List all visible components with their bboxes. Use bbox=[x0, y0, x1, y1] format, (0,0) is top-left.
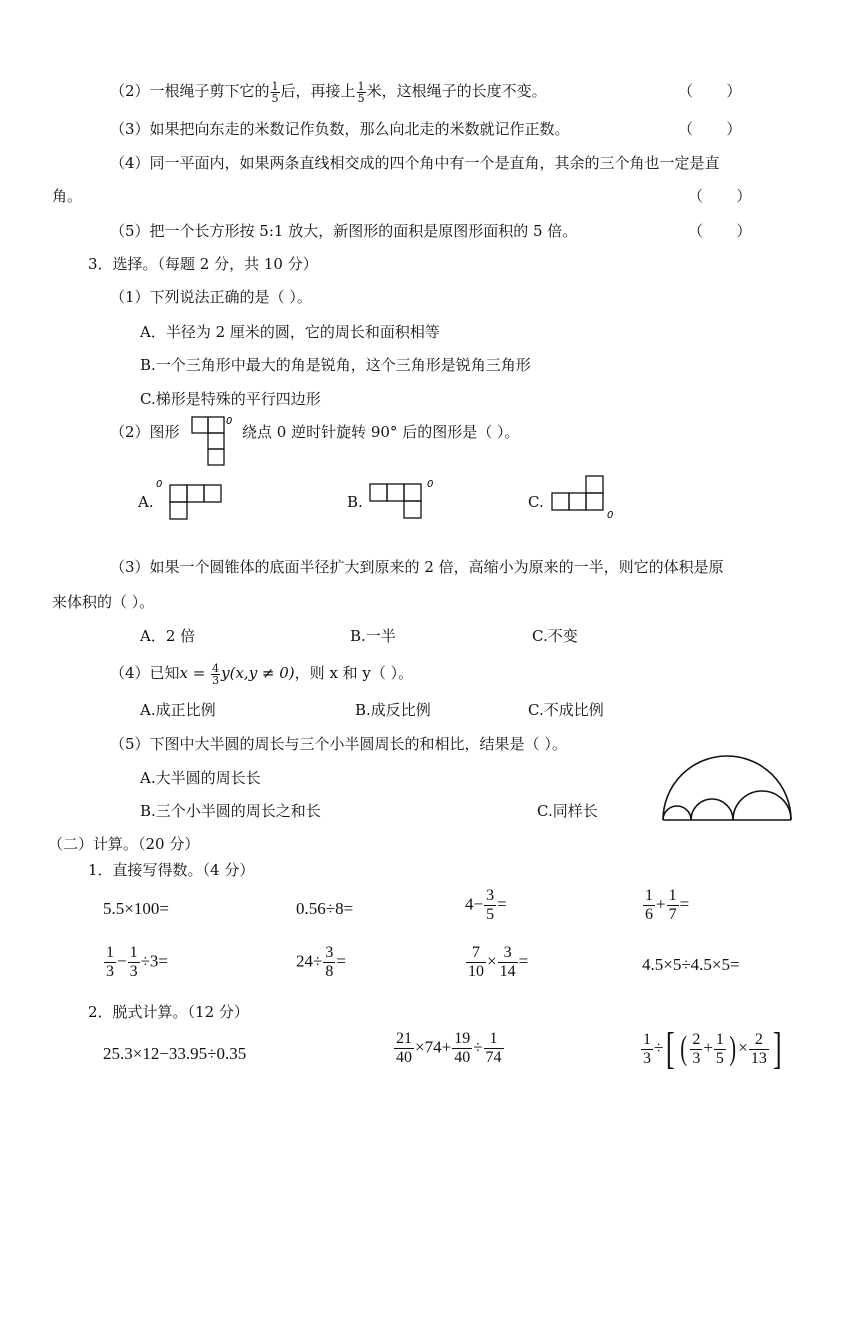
grid-square bbox=[170, 502, 187, 519]
fraction: $\frac{1}{3}$ bbox=[129, 944, 138, 980]
rotation-point-label: 0 bbox=[427, 479, 434, 490]
direct-heading: 1．直接写得数。（4 分） bbox=[88, 861, 255, 879]
small-semicircle bbox=[663, 806, 691, 820]
choice-q5-stem: （5）下图中大半圆的周长与三个小半圆周长的和相比，结果是（ ）。 bbox=[110, 735, 567, 753]
grid-square bbox=[404, 501, 421, 518]
choice-q1-option-c[interactable]: C.梯形是特殊的平行四边形 bbox=[140, 390, 321, 408]
judge-q2-text-a: （2）一根绳子剪下它的 bbox=[110, 82, 270, 100]
grid-square bbox=[552, 493, 569, 510]
choice-q2-post: 绕点 0 逆时针旋转 90° 后的图形是（ ）。 bbox=[242, 423, 520, 441]
grid-square bbox=[586, 493, 603, 510]
grid-square bbox=[586, 476, 603, 493]
fraction: $\frac{1}{5}$ bbox=[715, 1030, 724, 1067]
fraction: $\frac{1}{74}$ bbox=[485, 1030, 502, 1066]
grid-square bbox=[208, 417, 224, 433]
choice-q4-post: ，则 x 和 y（ ）。 bbox=[294, 664, 414, 682]
choice-q3-option-c[interactable]: C.不变 bbox=[532, 627, 578, 645]
choice-q5-option-c[interactable]: C.同样长 bbox=[537, 802, 598, 820]
direct-expr-1: 5.5×100= bbox=[103, 899, 169, 918]
choice-q4-pre: （4）已知 bbox=[110, 664, 180, 682]
grid-square bbox=[208, 433, 224, 449]
choice-q4-stem bbox=[110, 658, 413, 688]
option-c-shape[interactable] bbox=[550, 474, 622, 522]
fraction: $\frac{1}{7}$ bbox=[668, 887, 677, 923]
judge-q4-line2: 角。 bbox=[52, 187, 83, 205]
large-semicircle bbox=[663, 756, 791, 820]
judge-q5: （5）把一个长方形按 5:1 放大，新图形的面积是原图形面积的 5 倍。 bbox=[110, 222, 578, 240]
judge-q4-line1: （4）同一平面内，如果两条直线相交成的四个角中有一个是直角，其余的三个角也一定是直 bbox=[110, 154, 720, 172]
equals-sign: = bbox=[188, 664, 211, 682]
grid-square bbox=[170, 485, 187, 502]
stepwise-heading: 2．脱式计算。（12 分） bbox=[88, 1003, 249, 1021]
grid-square bbox=[370, 484, 387, 501]
semicircles-figure bbox=[658, 754, 798, 826]
choice-q5-option-a[interactable]: A.大半圆的周长长 bbox=[140, 769, 261, 787]
choice-q1-stem: （1）下列说法正确的是（ ）。 bbox=[110, 288, 312, 306]
right-bracket: ] bbox=[772, 1024, 782, 1073]
small-semicircle bbox=[733, 791, 791, 820]
choice-q3-line2: 来体积的（ ）。 bbox=[52, 593, 155, 611]
judge-q2 bbox=[110, 76, 547, 106]
rotation-point-label: 0 bbox=[226, 416, 233, 427]
option-b-shape[interactable] bbox=[368, 476, 440, 522]
condition: (x,y ≠ 0) bbox=[229, 664, 295, 682]
choice-q3-line1: （3）如果一个圆锥体的底面半径扩大到原来的 2 倍，高缩小为原来的一半，则它的体积是原 bbox=[110, 558, 724, 576]
stepwise-expr-3: $\frac{1}{3}$ ÷[ ( $\frac{2}{3}$ + $\frac{1}{5}$ ) × $\frac{2}{13}$ ] bbox=[643, 1024, 782, 1073]
direct-expr-3: 4− $\frac{3}{5}$ = bbox=[465, 887, 507, 923]
fraction: $\frac{21}{40}$ bbox=[396, 1030, 412, 1066]
choice-heading: 3．选择。（每题 2 分，共 10 分） bbox=[88, 255, 318, 273]
grid-square bbox=[208, 449, 224, 465]
judge-q2-text-b: 后，再接上 bbox=[280, 82, 356, 100]
choice-q2-pre: （2）图形 bbox=[110, 423, 180, 441]
fraction: $\frac{1}{3}$ bbox=[106, 944, 114, 980]
fraction: $\frac{1}{5}$ bbox=[357, 79, 365, 105]
choice-q3-option-b[interactable]: B.一半 bbox=[350, 627, 396, 645]
calc-heading: （二）计算。（20 分） bbox=[48, 835, 200, 853]
variable-x: x bbox=[179, 664, 189, 682]
direct-expr-8: 4.5×5÷4.5×5= bbox=[642, 955, 740, 974]
answer-paren[interactable]: （ ） bbox=[688, 222, 752, 240]
direct-expr-5: $\frac{1}{3}$ − $\frac{1}{3}$ ÷3= bbox=[106, 944, 169, 980]
choice-q1-option-a[interactable]: A．半径为 2 厘米的圆，它的周长和面积相等 bbox=[140, 323, 440, 341]
grid-square bbox=[187, 485, 204, 502]
left-paren: ( bbox=[680, 1030, 688, 1067]
option-a-shape[interactable] bbox=[156, 478, 226, 522]
stepwise-expr-2: $\frac{21}{40}$ ×74+ $\frac{19}{40}$ ÷ $\frac{1}{74}$ bbox=[396, 1030, 502, 1066]
choice-q4-option-c[interactable]: C.不成比例 bbox=[528, 701, 604, 719]
fraction: $\frac{2}{3}$ bbox=[692, 1030, 701, 1067]
fraction: $\frac{3}{14}$ bbox=[499, 944, 516, 980]
grid-square bbox=[404, 484, 421, 501]
grid-square bbox=[387, 484, 404, 501]
choice-q2-option-b-label[interactable]: B. bbox=[347, 493, 363, 511]
choice-q5-option-b[interactable]: B.三个小半圆的周长之和长 bbox=[140, 802, 321, 820]
variable-y: y bbox=[221, 664, 230, 682]
judge-q2-text-c: 米，这根绳子的长度不变。 bbox=[366, 82, 547, 100]
direct-expr-6: 24÷ $\frac{3}{8}$ = bbox=[296, 944, 346, 980]
direct-expr-2: 0.56÷8= bbox=[296, 899, 354, 918]
fraction: $\frac{4}{3}$ bbox=[212, 661, 220, 687]
grid-square bbox=[204, 485, 221, 502]
fraction: $\frac{1}{5}$ bbox=[271, 79, 279, 105]
left-bracket: [ bbox=[666, 1024, 676, 1073]
fraction: $\frac{1}{6}$ bbox=[645, 887, 653, 923]
judge-q3: （3）如果把向东走的米数记作负数，那么向北走的米数就记作正数。 bbox=[110, 120, 570, 138]
fraction: $\frac{7}{10}$ bbox=[468, 944, 484, 980]
choice-q4-option-a[interactable]: A.成正比例 bbox=[140, 701, 216, 719]
right-paren: ) bbox=[729, 1030, 736, 1067]
original-shape-figure bbox=[190, 415, 236, 473]
grid-square bbox=[192, 417, 208, 433]
rotation-point-label: 0 bbox=[607, 510, 614, 521]
fraction: $\frac{3}{5}$ bbox=[486, 887, 495, 923]
choice-q2-option-a-label[interactable]: A. bbox=[138, 493, 154, 511]
answer-paren[interactable]: （ ） bbox=[678, 120, 742, 138]
direct-expr-4: $\frac{1}{6}$ + $\frac{1}{7}$ = bbox=[645, 887, 690, 923]
stepwise-expr-1: 25.3×12−33.95÷0.35 bbox=[103, 1044, 247, 1063]
small-semicircle bbox=[691, 799, 733, 820]
answer-paren[interactable]: （ ） bbox=[688, 187, 752, 205]
choice-q1-option-b[interactable]: B.一个三角形中最大的角是锐角，这个三角形是锐角三角形 bbox=[140, 356, 531, 374]
direct-expr-7: $\frac{7}{10}$ × $\frac{3}{14}$ = bbox=[468, 944, 529, 980]
grid-square bbox=[569, 493, 586, 510]
fraction: $\frac{1}{3}$ bbox=[643, 1030, 651, 1067]
answer-paren[interactable]: （ ） bbox=[678, 82, 742, 100]
choice-q2-option-c-label[interactable]: C. bbox=[528, 493, 544, 511]
rotation-point-label: 0 bbox=[156, 479, 163, 490]
fraction: $\frac{2}{13}$ bbox=[750, 1030, 767, 1067]
choice-q3-option-a[interactable]: A．2 倍 bbox=[140, 627, 196, 645]
fraction: $\frac{19}{40}$ bbox=[454, 1030, 471, 1066]
choice-q4-option-b[interactable]: B.成反比例 bbox=[355, 701, 431, 719]
fraction: $\frac{3}{8}$ bbox=[325, 944, 334, 980]
